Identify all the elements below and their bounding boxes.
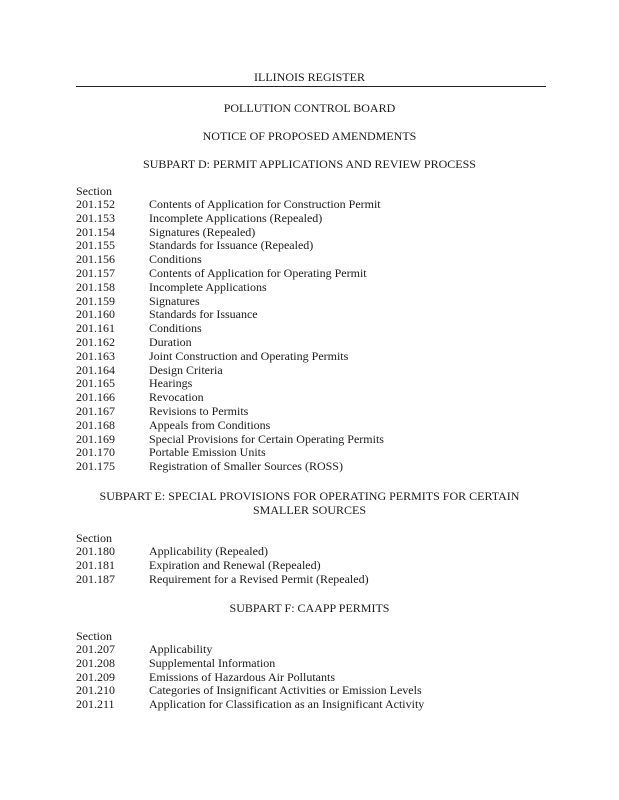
section-number: 201.180 <box>76 544 115 558</box>
section-entry <box>76 671 556 685</box>
section-number: 201.154 <box>76 224 115 239</box>
section-title: Hearings <box>149 376 193 391</box>
section-number: 201.210 <box>76 683 115 698</box>
section-title: Appeals from Conditions <box>149 417 271 432</box>
board-name: POLLUTION CONTROL BOARD <box>223 101 396 115</box>
section-entry <box>76 336 556 350</box>
section-title: Revisions to Permits <box>149 403 249 418</box>
section-number: 201.170 <box>76 445 115 460</box>
section-entry <box>76 657 556 671</box>
section-rows <box>76 198 556 474</box>
section-number: 201.209 <box>76 669 115 684</box>
subpart-f-section-list <box>76 629 556 712</box>
section-title: Applicability <box>149 642 213 656</box>
section-label: Section <box>76 531 112 545</box>
section-number: 201.160 <box>76 307 115 322</box>
section-title: Supplemental Information <box>149 655 276 670</box>
section-number: 201.162 <box>76 334 115 349</box>
section-title: Conditions <box>149 321 202 336</box>
section-entry <box>76 239 556 253</box>
subpart-f-heading: SUBPART F: CAAPP PERMITS <box>229 601 390 615</box>
section-number: 201.164 <box>76 362 115 377</box>
section-entry <box>76 460 556 474</box>
section-number: 201.152 <box>76 197 115 211</box>
section-number: 201.161 <box>76 321 115 336</box>
section-entry <box>76 698 556 712</box>
section-entry <box>76 226 556 240</box>
section-title: Portable Emission Units <box>149 445 266 460</box>
section-number: 201.168 <box>76 417 115 432</box>
notice-title: NOTICE OF PROPOSED AMENDMENTS <box>202 129 417 143</box>
section-title: Duration <box>149 334 192 349</box>
section-title: Design Criteria <box>149 362 223 377</box>
section-number: 201.165 <box>76 376 115 391</box>
section-number: 201.157 <box>76 265 115 280</box>
section-entry <box>76 643 556 657</box>
section-title: Emissions of Hazardous Air Pollutants <box>149 669 335 684</box>
section-entry <box>76 405 556 419</box>
section-entry <box>76 212 556 226</box>
section-entry <box>76 419 556 433</box>
section-title: Expiration and Renewal (Repealed) <box>149 557 321 572</box>
section-entry <box>76 364 556 378</box>
subpart-e-heading-line2: SMALLER SOURCES <box>252 503 367 517</box>
section-entry <box>76 573 556 587</box>
section-number: 201.208 <box>76 655 115 670</box>
section-label: Section <box>76 184 112 198</box>
section-title: Incomplete Applications (Repealed) <box>149 210 323 225</box>
section-number: 201.207 <box>76 642 115 656</box>
section-title: Categories of Insignificant Activities or Emission Levels <box>149 683 422 698</box>
register-title: ILLINOIS REGISTER <box>254 70 365 84</box>
section-number: 201.158 <box>76 279 115 294</box>
section-title: Requirement for a Revised Permit (Repealed) <box>149 571 369 586</box>
subpart-d-section-list <box>76 184 556 474</box>
section-entry <box>76 253 556 267</box>
section-number: 201.169 <box>76 431 115 446</box>
section-entry <box>76 281 556 295</box>
section-label: Section <box>76 629 112 643</box>
section-entry <box>76 433 556 447</box>
section-number: 201.175 <box>76 459 115 474</box>
section-title: Revocation <box>149 390 204 405</box>
section-entry <box>76 322 556 336</box>
section-entry <box>76 267 556 281</box>
section-number: 201.155 <box>76 238 115 253</box>
section-number: 201.156 <box>76 252 115 267</box>
section-title: Signatures (Repealed) <box>149 224 256 239</box>
section-title: Joint Construction and Operating Permits <box>149 348 349 363</box>
section-entry <box>76 545 556 559</box>
section-entry <box>76 308 556 322</box>
section-number: 201.166 <box>76 390 115 405</box>
section-entry <box>76 559 556 573</box>
section-title: Standards for Issuance <box>149 307 258 322</box>
section-number: 201.163 <box>76 348 115 363</box>
section-number: 201.159 <box>76 293 115 308</box>
section-title: Incomplete Applications <box>149 279 267 294</box>
section-entry <box>76 446 556 460</box>
section-number: 201.211 <box>76 697 115 712</box>
section-number: 201.187 <box>76 571 115 586</box>
subpart-e-heading-line1: SUBPART E: SPECIAL PROVISIONS FOR OPERATING PERMITS FOR CERTAIN <box>99 489 520 503</box>
section-title: Special Provisions for Certain Operating Permits <box>149 431 384 446</box>
section-rows <box>76 545 556 586</box>
section-number: 201.153 <box>76 210 115 225</box>
subpart-d-heading: SUBPART D: PERMIT APPLICATIONS AND REVIEW PROCESS <box>143 157 476 171</box>
section-entry <box>76 377 556 391</box>
section-rows <box>76 643 556 712</box>
section-title: Conditions <box>149 252 202 267</box>
section-entry <box>76 198 556 212</box>
subpart-e-section-list <box>76 531 556 586</box>
section-entry <box>76 684 556 698</box>
section-title: Standards for Issuance (Repealed) <box>149 238 314 253</box>
section-title: Registration of Smaller Sources (ROSS) <box>149 459 343 474</box>
section-entry <box>76 350 556 364</box>
section-title: Contents of Application for Construction Permit <box>149 197 381 211</box>
header-divider <box>76 86 546 87</box>
section-number: 201.181 <box>76 557 115 572</box>
section-entry <box>76 391 556 405</box>
section-title: Application for Classification as an Insignificant Activity <box>149 697 425 712</box>
section-title: Contents of Application for Operating Permit <box>149 265 367 280</box>
section-title: Applicability (Repealed) <box>149 544 268 558</box>
section-number: 201.167 <box>76 403 115 418</box>
section-entry <box>76 295 556 309</box>
section-title: Signatures <box>149 293 200 308</box>
